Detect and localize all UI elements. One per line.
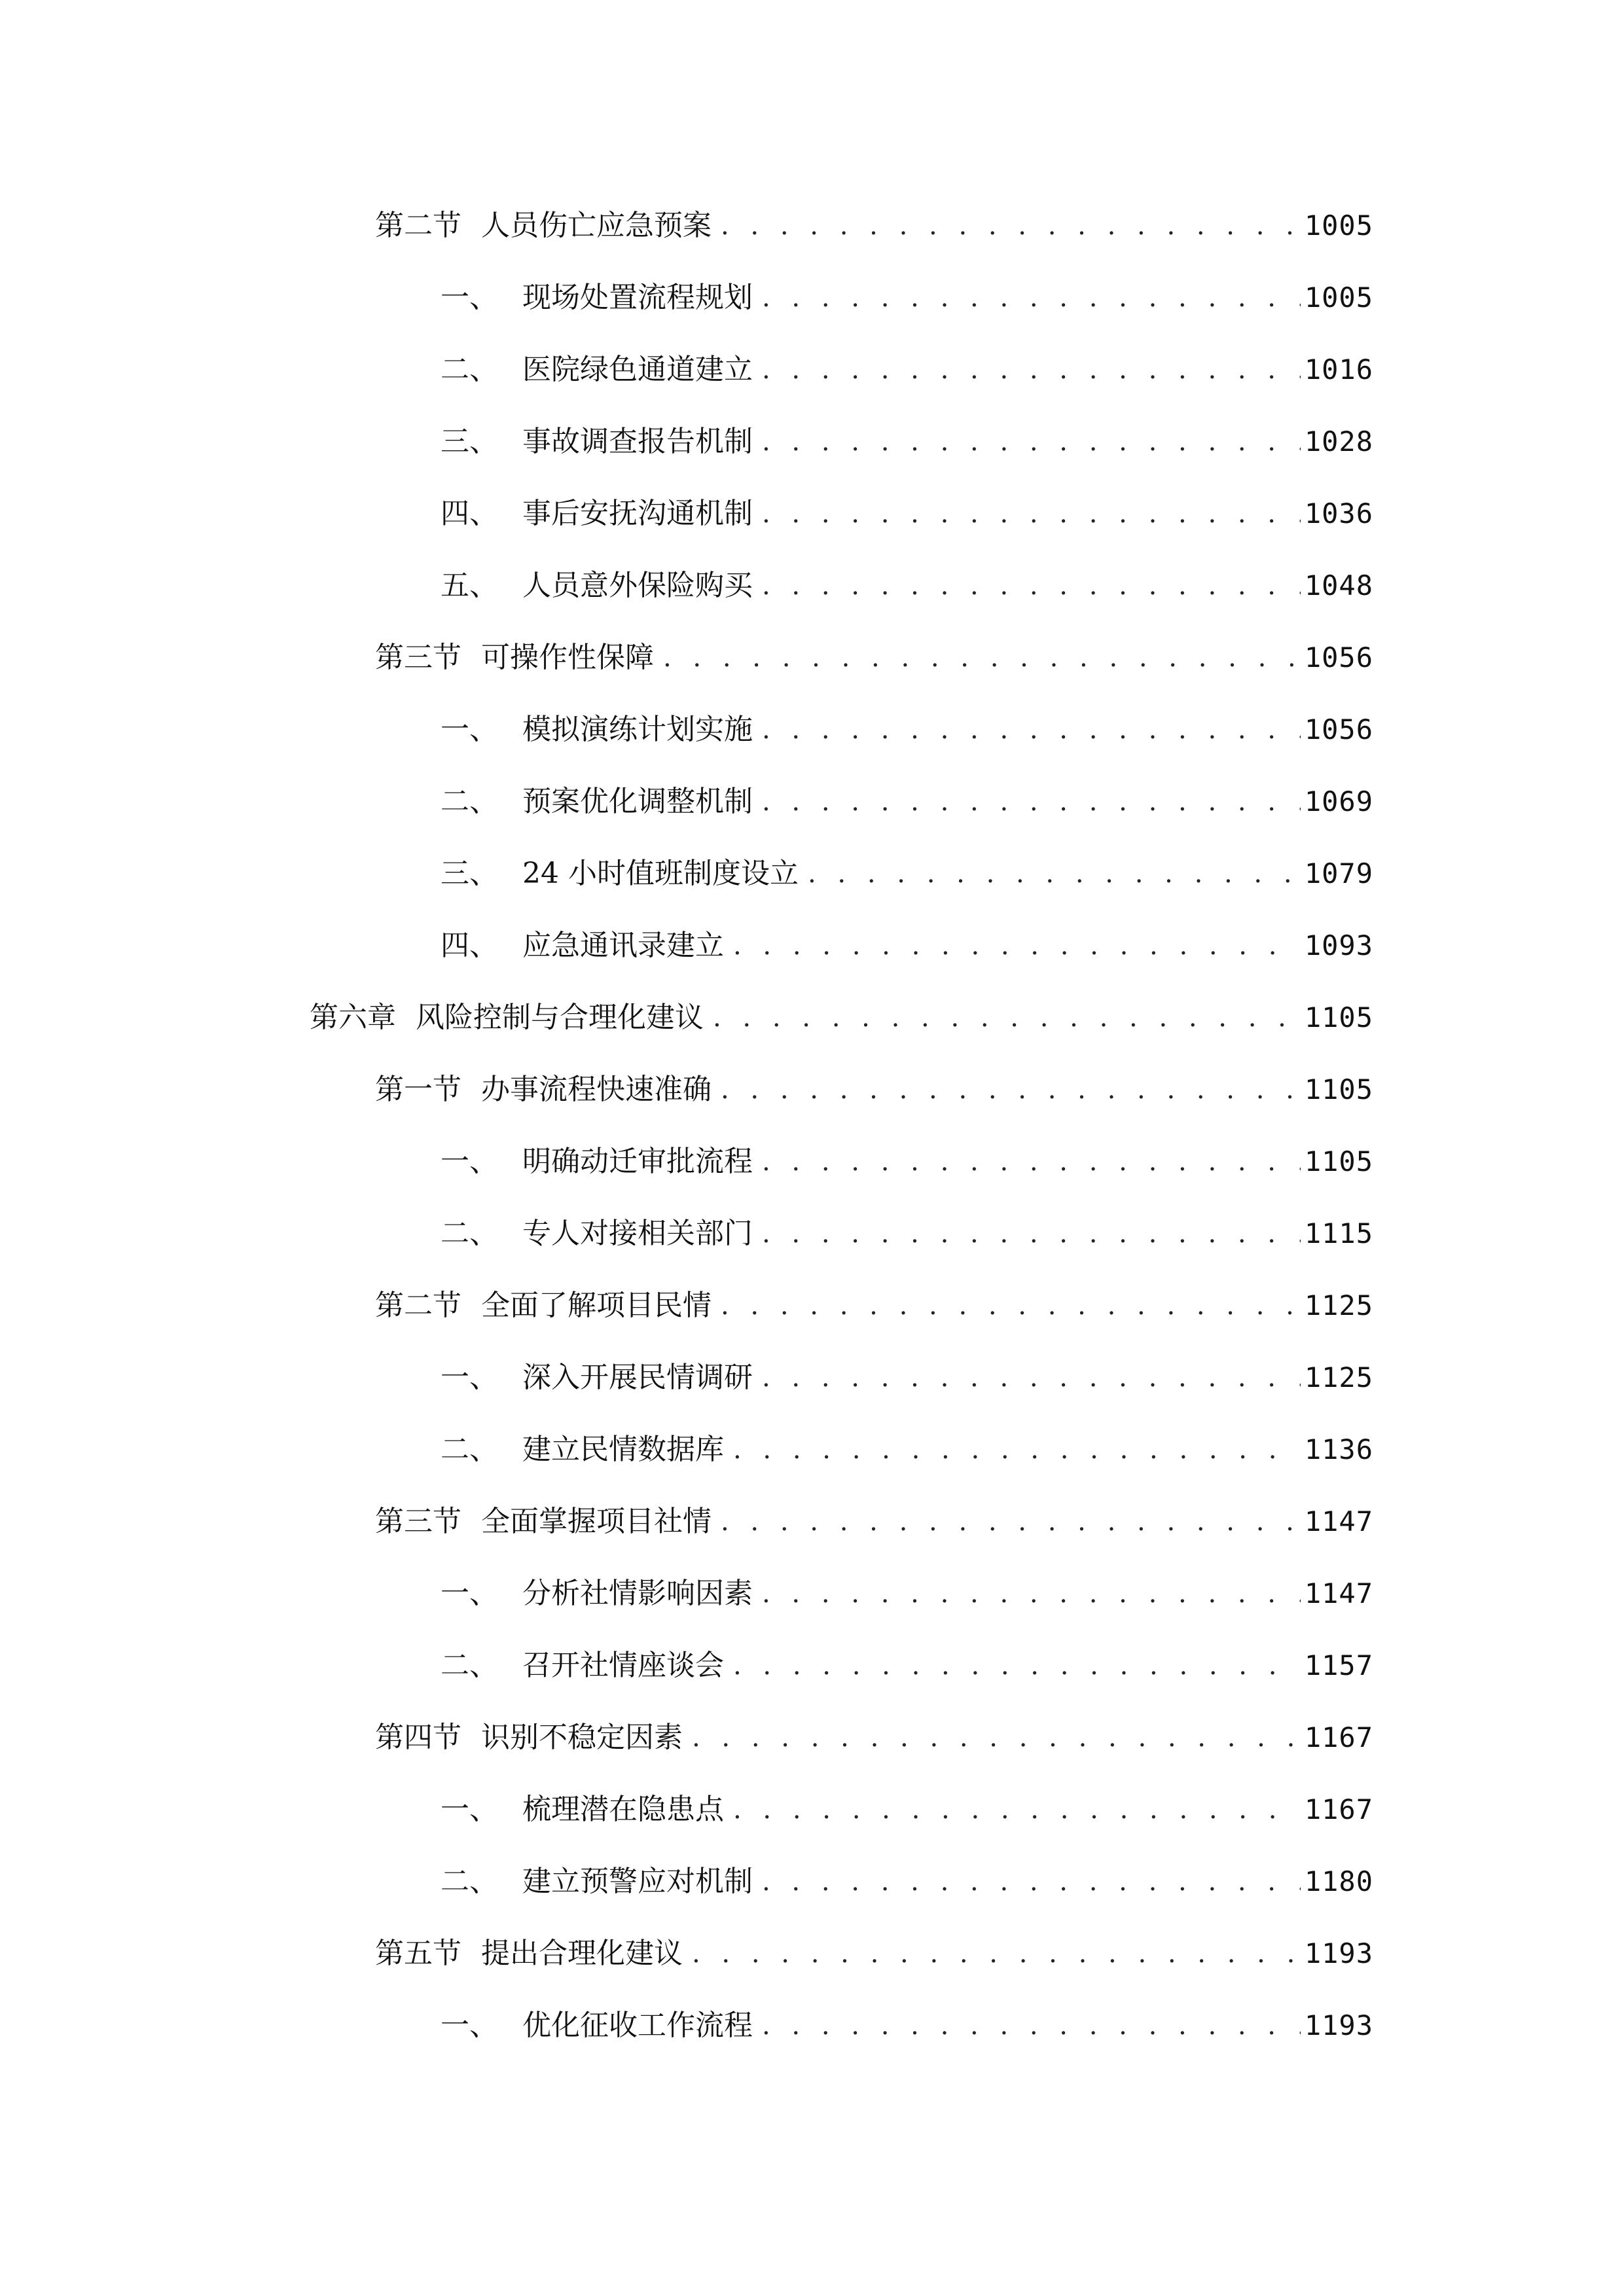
toc-entry-title: 医院绿色通道建立 [522,353,753,386]
toc-entry-number: 三、 [441,857,498,890]
dot-leader [762,776,1301,828]
toc-entry-page: 1093 [1304,929,1373,961]
toc-entry-page: 1136 [1304,1433,1373,1465]
toc-entry-number: 第二节 [375,209,461,242]
toc-entry[interactable] [0,1568,1624,1620]
toc-entry-number: 一、 [441,1145,498,1178]
toc-entry[interactable] [0,1352,1624,1404]
toc-entry-title: 事故调查报告机制 [522,425,753,458]
toc-entry-title: 明确动迁审批流程 [522,1145,753,1178]
dot-leader [721,1496,1301,1548]
toc-entry-page: 1005 [1304,281,1373,314]
toc-entry-title: 人员意外保险购买 [522,569,753,602]
toc-entry-page: 1048 [1304,569,1373,601]
dot-leader [692,1928,1301,1980]
dot-leader [762,1568,1301,1620]
toc-entry-title: 办事流程快速准确 [481,1073,712,1106]
toc-entry[interactable] [0,1424,1624,1476]
dot-leader [762,704,1301,756]
toc-entry[interactable] [0,344,1624,396]
toc-entry[interactable] [0,848,1624,900]
toc-entry-title: 提出合理化建议 [481,1937,683,1970]
toc-entry-number: 第四节 [375,1721,461,1754]
toc-entry-page: 1069 [1304,785,1373,817]
toc-entry-number: 二、 [441,1217,498,1250]
toc-entry-page: 1115 [1304,1217,1373,1249]
toc-entry-page: 1157 [1304,1649,1373,1681]
dot-leader [692,1712,1301,1764]
toc-entry-number: 三、 [441,425,498,458]
toc-entry-title: 专人对接相关部门 [522,1217,753,1250]
toc-entry-title: 全面了解项目民情 [481,1289,712,1322]
dot-leader [762,1208,1301,1260]
toc-entry-number: 四、 [441,929,498,962]
dot-leader [762,2000,1301,2052]
toc-entry-page: 1105 [1304,1073,1373,1105]
dot-leader [762,1136,1301,1188]
toc-entry[interactable] [0,2000,1624,2052]
toc-entry-number: 第二节 [375,1289,461,1322]
toc-entry-number: 二、 [441,1865,498,1898]
toc-entry-page: 1016 [1304,353,1373,386]
toc-entry[interactable] [0,1712,1624,1764]
toc-entry[interactable] [0,920,1624,972]
toc-entry-number: 四、 [441,497,498,530]
toc-entry[interactable] [0,1856,1624,1908]
toc-entry-page: 1056 [1304,713,1373,745]
toc-entry[interactable] [0,272,1624,324]
toc-entry-title: 建立预警应对机制 [522,1865,753,1898]
dot-leader [762,560,1301,612]
toc-entry[interactable] [0,1784,1624,1836]
dot-leader [721,200,1301,252]
dot-leader [762,344,1301,396]
toc-entry[interactable] [0,1640,1624,1692]
toc-entry[interactable] [0,416,1624,468]
toc-entry-page: 1056 [1304,641,1373,673]
dot-leader [733,1784,1301,1836]
toc-entry[interactable] [0,1928,1624,1980]
toc-entry-title: 召开社情座谈会 [522,1649,724,1682]
toc-entry-number: 第五节 [375,1937,461,1970]
toc-entry-page: 1193 [1304,1937,1373,1969]
toc-entry-number: 二、 [441,1433,498,1466]
toc-entry[interactable] [0,776,1624,828]
toc-entry-title: 识别不稳定因素 [481,1721,683,1754]
toc-entry[interactable] [0,200,1624,252]
toc-entry-title: 梳理潜在隐患点 [522,1793,724,1826]
toc-entry-number: 一、 [441,713,498,746]
dot-leader [663,632,1301,684]
toc-entry-page: 1147 [1304,1577,1373,1609]
toc-entry-title: 预案优化调整机制 [522,785,753,818]
toc-entry[interactable] [0,1280,1624,1332]
toc-entry-page: 1167 [1304,1793,1373,1825]
toc-entry-page: 1105 [1304,1001,1373,1033]
toc-entry[interactable] [0,704,1624,756]
toc-entry-page: 1180 [1304,1865,1373,1897]
toc-entry-title: 24 小时值班制度设立 [522,857,799,890]
dot-leader [733,1640,1301,1692]
toc-entry[interactable] [0,1064,1624,1116]
toc-entry[interactable] [0,632,1624,684]
toc-entry-page: 1036 [1304,497,1373,529]
toc-entry-page: 1005 [1304,209,1373,242]
toc-entry-title: 风险控制与合理化建议 [416,1001,704,1034]
dot-leader [721,1064,1301,1116]
toc-entry-title: 现场处置流程规划 [522,281,753,314]
toc-entry[interactable] [0,488,1624,540]
toc-entry-title: 全面掌握项目社情 [481,1505,712,1538]
toc-entry-title: 建立民情数据库 [522,1433,724,1466]
toc-entry-number: 第一节 [375,1073,461,1106]
toc-entry-number: 第三节 [375,641,461,674]
toc-entry-page: 1147 [1304,1505,1373,1537]
toc-entry-page: 1193 [1304,2009,1373,2041]
toc-entry-title: 分析社情影响因素 [522,1577,753,1610]
toc-entry-title: 应急通讯录建立 [522,929,724,962]
toc-entry-number: 二、 [441,785,498,818]
toc-entry-number: 一、 [441,281,498,314]
toc-entry[interactable] [0,1208,1624,1260]
toc-entry-page: 1079 [1304,857,1373,889]
dot-leader [713,992,1301,1044]
toc-entry-title: 人员伤亡应急预案 [481,209,712,242]
dot-leader [762,488,1301,540]
toc-entry-number: 二、 [441,353,498,386]
toc-entry[interactable] [0,1136,1624,1188]
toc-entry-title: 事后安抚沟通机制 [522,497,753,530]
toc-entry-number: 第三节 [375,1505,461,1538]
dot-leader [762,1856,1301,1908]
toc-entry[interactable] [0,1496,1624,1548]
toc-entry-number: 一、 [441,1577,498,1610]
toc-entry-number: 一、 [441,1361,498,1394]
toc-entry-page: 1125 [1304,1361,1373,1393]
dot-leader [808,848,1301,900]
dot-leader [733,920,1301,972]
toc-entry-page: 1028 [1304,425,1373,457]
toc-entry-page: 1167 [1304,1721,1373,1753]
dot-leader [762,272,1301,324]
dot-leader [733,1424,1301,1476]
toc-entry-number: 一、 [441,1793,498,1826]
toc-entry-title: 深入开展民情调研 [522,1361,753,1394]
toc-entry-page: 1125 [1304,1289,1373,1321]
toc-entry-title: 模拟演练计划实施 [522,713,753,746]
toc-entry[interactable] [0,560,1624,612]
toc-entry-number: 一、 [441,2009,498,2042]
toc-entry-title: 可操作性保障 [481,641,654,674]
dot-leader [762,416,1301,468]
toc-entry-number: 二、 [441,1649,498,1682]
dot-leader [721,1280,1301,1332]
toc-entry-page: 1105 [1304,1145,1373,1177]
dot-leader [762,1352,1301,1404]
toc-entry-number: 第六章 [310,1001,396,1034]
toc-entry-number: 五、 [441,569,498,602]
toc-chapter-entry[interactable] [0,992,1624,1044]
toc-entry-title: 优化征收工作流程 [522,2009,753,2042]
